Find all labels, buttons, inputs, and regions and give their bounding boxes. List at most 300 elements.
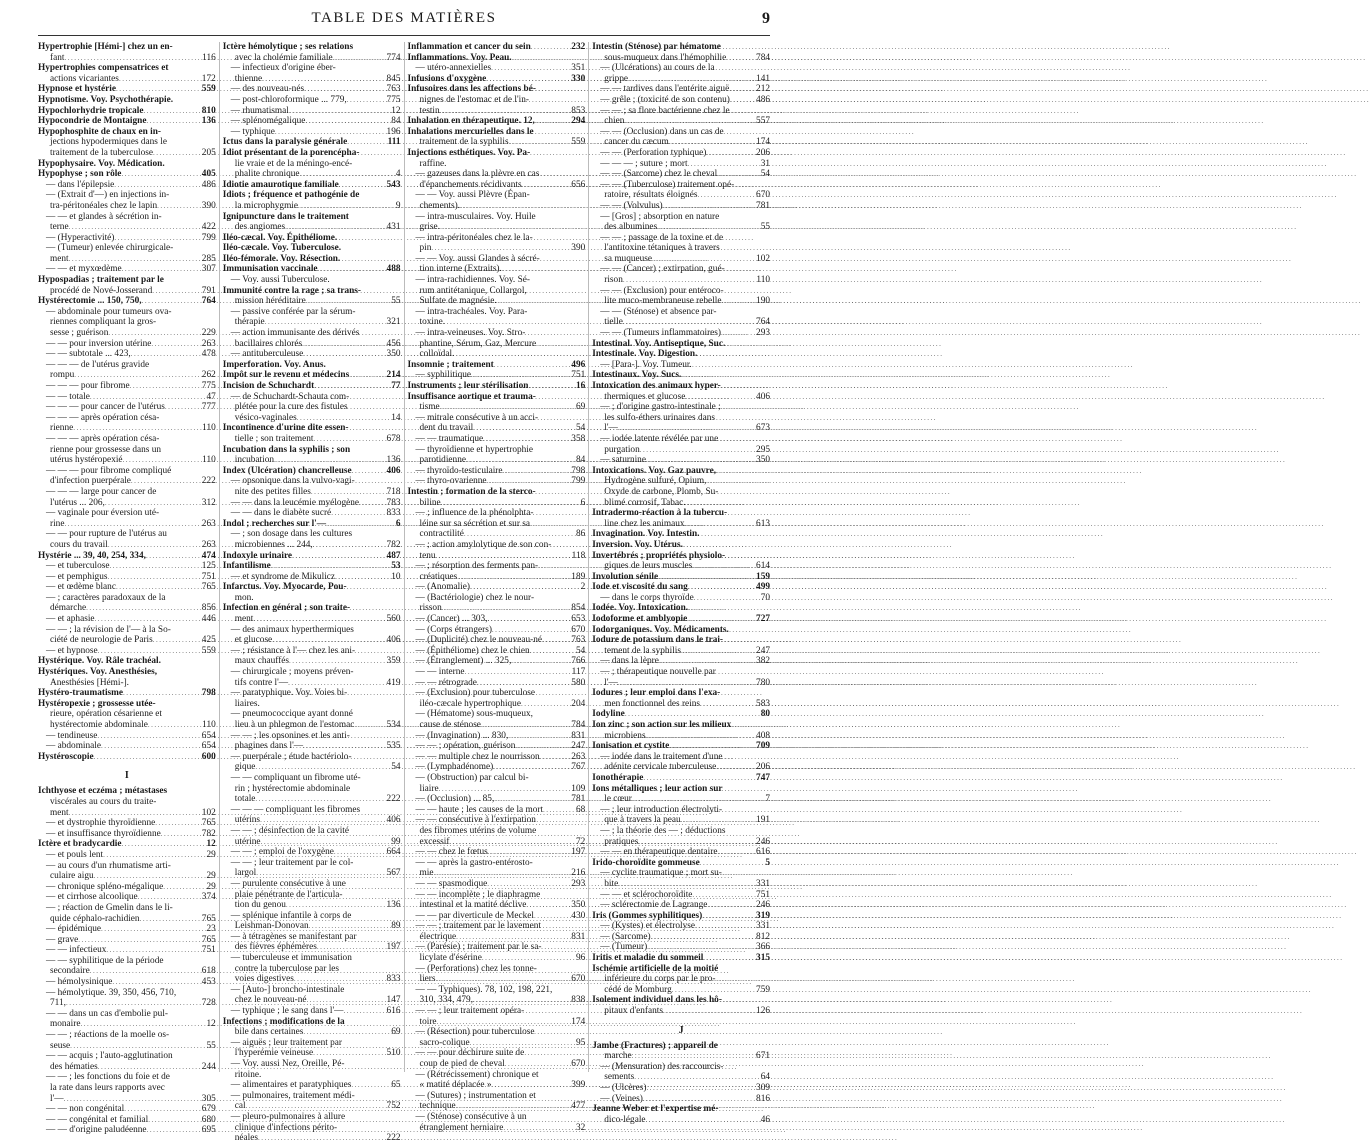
index-entry: [223, 95, 401, 106]
entry-text: rienne: [50, 423, 74, 434]
entry-text: — (Rétrécissement) chronique et: [415, 1069, 539, 1080]
dot-leader: [488, 847, 570, 858]
entry-text: Iritis et maladie du sommeil: [592, 953, 704, 964]
index-entry: [408, 275, 586, 286]
dot-leader: [466, 455, 574, 466]
entry-page-ref: 95: [575, 1037, 586, 1048]
entry-text: Invagination. Voy. Intestin.: [592, 529, 700, 540]
entry-page-ref: 206: [756, 762, 770, 773]
index-entry: [223, 529, 401, 540]
index-entry: [223, 699, 401, 710]
index-entry: [592, 392, 770, 403]
index-entry: [223, 254, 401, 265]
index-entry: [592, 551, 770, 562]
entry-page-ref: 262: [201, 370, 216, 381]
index-entry: [223, 942, 401, 953]
entry-page-ref: 799: [201, 232, 216, 243]
entry-text: Iodorganiques. Voy. Médicaments.: [592, 624, 729, 635]
entry-text: — — (Cancer) ; extirpation, gué-: [600, 264, 725, 275]
index-entry: [223, 773, 401, 784]
index-entry: [408, 1112, 586, 1123]
dot-leader: [465, 667, 570, 678]
entry-text: — — et myxœdème: [46, 264, 122, 275]
index-entry: [408, 752, 586, 763]
entry-text: — chirurgicale ; moyens préven-: [230, 667, 354, 678]
entry-page-ref: 312: [201, 497, 216, 508]
index-entry: [592, 339, 770, 350]
entry-text: chez le nouveau-né: [234, 995, 307, 1006]
index-entry: [38, 914, 216, 925]
index-entry: [38, 603, 216, 614]
index-entry: [38, 1072, 216, 1083]
index-entry: [592, 212, 770, 223]
index-entry: [408, 1101, 586, 1112]
index-entry: [223, 614, 401, 625]
dot-leader: [131, 349, 200, 360]
dot-leader: [318, 264, 385, 275]
entry-page-ref: 244: [201, 1061, 216, 1072]
index-entry: [408, 561, 586, 572]
dot-leader: [491, 63, 569, 74]
entry-text: Iléo-fémorale. Voy. Résection.: [222, 253, 341, 264]
entry-text: — (Invagination) ... 830,: [415, 730, 509, 741]
entry-text: tra-péritonéales chez le lapin: [50, 200, 158, 211]
index-column-1: [38, 42, 216, 1136]
entry-page-ref: 307: [201, 264, 216, 275]
index-entry: [38, 63, 216, 74]
index-entry: [38, 1062, 216, 1073]
entry-page-ref: 366: [756, 942, 770, 953]
entry-page-ref: 782: [201, 828, 216, 839]
entry-page-ref: 293: [571, 878, 586, 889]
entry-text: — thyroïdienne et hypertrophie: [415, 444, 533, 455]
index-entry: [592, 656, 770, 667]
dot-leader: [441, 498, 579, 509]
entry-page-ref: 751: [201, 945, 216, 956]
entry-text: liaires.: [234, 698, 260, 709]
entry-page-ref: 23: [206, 924, 216, 935]
index-entry: [223, 434, 401, 445]
dot-leader: [672, 985, 754, 996]
entry-text: tion interne (Extraits).: [419, 264, 502, 275]
entry-text: — abdominale pour tumeurs ova-: [46, 306, 172, 317]
entry-text: ment: [50, 807, 69, 818]
index-entry: [408, 794, 586, 805]
entry-text: — — congénital et familial: [46, 1114, 149, 1125]
entry-text: Hystérique. Voy. Râle trachéal.: [38, 656, 161, 667]
entry-page-ref: 374: [201, 892, 216, 903]
index-entry: [408, 529, 586, 540]
entry-page-ref: 765: [201, 913, 216, 924]
entry-page-ref: 31: [760, 158, 770, 169]
section-letter-heading: I: [124, 770, 129, 782]
index-entry: [408, 1059, 586, 1070]
index-entry: [592, 635, 770, 646]
entry-page-ref: 567: [386, 868, 401, 879]
entry-text: — — ; sa flore bactérienne chez le: [600, 105, 730, 116]
entry-text: Injections esthétiques. Voy. Pa-: [407, 147, 531, 158]
running-title: TABLE DES MATIÈRES: [311, 10, 497, 26]
entry-text: Hypertrophies compensatrices et: [38, 63, 169, 74]
index-entry: [592, 900, 770, 911]
index-entry: [408, 635, 586, 646]
index-entry: [408, 900, 586, 911]
index-entry: [38, 646, 216, 657]
entry-page-ref: 196: [386, 126, 401, 137]
entry-page-ref: 189: [571, 571, 586, 582]
index-entry: [223, 508, 401, 519]
entry-text: Ion zinc ; son action sur les milieux: [592, 720, 732, 730]
header-rule: [38, 35, 770, 36]
entry-page-ref: 747: [756, 772, 770, 783]
index-entry: [38, 498, 216, 509]
entry-page-ref: 69: [575, 402, 586, 413]
dot-leader: [351, 1080, 389, 1091]
entry-page-ref: 419: [386, 677, 401, 688]
entry-text: — — (Occlusion) dans un cas de: [600, 126, 724, 137]
dot-leader: [80, 1019, 204, 1030]
entry-text: — intra-musculaires. Voy. Huile: [415, 211, 536, 222]
index-entry: [223, 307, 401, 318]
index-entry: [38, 466, 216, 477]
entry-text: Hypophyse ; son rôle: [38, 169, 122, 180]
entry-text: sements: [604, 1072, 635, 1083]
entry-text: cédé de Momburg: [604, 984, 672, 995]
index-entry: [223, 890, 401, 901]
entry-page-ref: 775: [386, 94, 401, 105]
entry-text: que à travers la peau: [604, 815, 681, 826]
entry-page-ref: 854: [571, 603, 586, 614]
entry-page-ref: 656: [571, 179, 586, 190]
entry-text: l'utérus ... 206,: [50, 497, 105, 508]
entry-text: — — ; emploi de l'oxygène: [230, 847, 334, 858]
entry-text: Ichthyose et eczéma ; métastases: [38, 786, 168, 797]
entry-text: bile dans certaines: [234, 1027, 304, 1038]
index-entry: [223, 222, 401, 233]
index-entry: [592, 466, 770, 477]
entry-text: — (Sutures) ; instrumentation et: [415, 1090, 536, 1101]
entry-text: — passive conférée par la sérum-: [230, 306, 356, 317]
dot-leader: [302, 339, 384, 350]
index-entry: [408, 74, 586, 85]
entry-text: procédé de Nové-Josserand: [50, 285, 153, 296]
index-entry: [408, 688, 586, 699]
dot-leader: [64, 519, 199, 530]
dot-leader: [90, 966, 200, 977]
dot-leader: [647, 942, 754, 953]
index-entry: [223, 1101, 401, 1112]
entry-text: — — (Tuberculose) traitement opé-: [600, 179, 735, 190]
index-entry: [38, 924, 216, 935]
dot-leader: [124, 1104, 200, 1115]
entry-text: mie: [419, 868, 434, 879]
entry-page-ref: 212: [756, 84, 770, 95]
index-entry: [38, 966, 216, 977]
dot-leader: [146, 116, 199, 127]
dot-leader: [116, 582, 200, 593]
index-entry: [408, 212, 586, 223]
index-entry: [408, 498, 586, 509]
index-entry: [592, 434, 770, 445]
index-entry: [408, 455, 586, 466]
index-entry: [592, 784, 770, 795]
entry-text: ment: [50, 253, 69, 264]
dot-leader: [643, 1094, 754, 1105]
entry-text: terne: [50, 222, 69, 233]
entry-text: — — (Volvulus): [600, 200, 663, 211]
entry-text: Hystériques. Voy. Anesthésies,: [38, 667, 158, 678]
index-entry: [592, 42, 770, 53]
index-entry: [408, 1017, 586, 1028]
entry-text: Involution sénile: [592, 571, 659, 582]
entry-text: — — — compliquant les fibromes: [230, 804, 361, 815]
entry-page-ref: 431: [386, 222, 401, 233]
index-entry: [38, 688, 216, 699]
index-entry: [223, 201, 401, 212]
entry-page-ref: 728: [201, 998, 216, 1009]
index-entry: [223, 498, 401, 509]
entry-text: rompu: [50, 370, 75, 381]
entry-text: — antituberculeuse: [230, 349, 304, 360]
index-entry: [592, 519, 770, 530]
entry-text: — — et sclérochoroïdite: [600, 889, 693, 900]
index-entry: [592, 307, 770, 318]
entry-text: sous-muqueux dans l'hémophilie: [604, 52, 727, 63]
index-entry: [408, 921, 586, 932]
entry-text: — — consécutive à l'extirpation: [415, 815, 536, 826]
entry-page-ref: 456: [386, 338, 401, 349]
entry-text: — — ; la révision de l'— à la So-: [46, 624, 171, 635]
dot-leader: [511, 656, 569, 667]
entry-text: — rhumatismal: [230, 105, 289, 116]
index-entry: [408, 53, 586, 64]
entry-text: — iodée latente révélée par une: [600, 433, 719, 444]
index-entry: [592, 1115, 770, 1126]
dot-leader: [94, 871, 205, 882]
dot-leader: [508, 731, 569, 742]
entry-page-ref: 110: [202, 720, 216, 730]
dot-leader: [114, 233, 199, 244]
entry-text: — (Tumeur): [600, 942, 648, 953]
entry-text: — — Typhiques). 78, 102, 198, 221,: [415, 984, 553, 995]
dot-leader: [442, 603, 570, 614]
index-entry: [223, 328, 401, 339]
entry-text: — — haute ; les causes de la mort: [415, 804, 544, 815]
entry-text: biline: [419, 497, 441, 508]
entry-page-ref: 695: [201, 1125, 216, 1136]
entry-text: intestinal et la matité déclive: [419, 900, 527, 911]
entry-text: — intra-rachidiennes. Voy. Sé-: [415, 275, 530, 286]
index-entry: [408, 519, 586, 530]
entry-text: voies digestives: [234, 974, 294, 985]
dot-leader: [542, 635, 569, 646]
entry-page-ref: 358: [571, 433, 586, 444]
index-entry: [592, 890, 770, 901]
entry-page-ref: 69: [391, 1027, 401, 1038]
index-entry: [223, 815, 401, 826]
index-entry: [38, 797, 216, 808]
entry-page-ref: 190: [756, 296, 770, 307]
index-entry: [408, 762, 586, 773]
entry-text: Hystérectomie ... 150, 750,: [38, 296, 142, 307]
index-entry: [38, 1125, 216, 1136]
index-entry: [223, 879, 401, 890]
dot-leader: [86, 603, 200, 614]
entry-text: — — pour rupture de l'utérus au: [46, 529, 167, 540]
entry-text: Ignipuncture dans le traitement: [222, 211, 349, 222]
entry-page-ref: 709: [756, 741, 770, 752]
entry-page-ref: 54: [760, 169, 770, 180]
index-entry: [408, 222, 586, 233]
entry-text: — ; résorption des ferments pan-: [415, 561, 539, 572]
dot-leader: [333, 53, 385, 64]
dot-leader: [161, 829, 200, 840]
index-entry: [592, 1041, 770, 1052]
entry-page-ref: 764: [756, 317, 770, 328]
entry-text: — (Sarcome): [600, 931, 651, 942]
index-entry: [223, 360, 401, 371]
dot-leader: [69, 222, 200, 233]
index-entry: [592, 815, 770, 826]
index-entry: [38, 786, 216, 797]
index-entry: [223, 635, 401, 646]
dot-leader: [275, 127, 385, 138]
dot-leader: [108, 540, 200, 551]
entry-page-ref: 474: [201, 550, 216, 561]
dot-leader: [646, 455, 754, 466]
dot-leader: [334, 847, 385, 858]
index-entry: [223, 137, 401, 148]
dot-leader: [492, 1080, 570, 1091]
index-entry: [223, 667, 401, 678]
entry-text: technique: [419, 1101, 456, 1112]
entry-text: — ; thérapeutique nouvelle par: [600, 667, 716, 678]
entry-page-ref: 799: [571, 476, 586, 487]
entry-text: — ; leur introduction électrolyti-: [600, 804, 723, 815]
entry-text: démarche: [50, 603, 87, 614]
dot-leader: [528, 381, 574, 392]
dot-leader: [140, 914, 200, 925]
entry-text: — — — de l'utérus gravide: [46, 359, 150, 370]
index-entry: [592, 614, 770, 625]
dot-leader: [717, 847, 754, 858]
dot-leader: [692, 890, 754, 901]
entry-text: l'hyperémie veineuse: [234, 1048, 314, 1059]
dot-leader: [163, 882, 204, 893]
entry-text: thermiques et glucose: [604, 391, 686, 402]
entry-page-ref: 55: [391, 296, 401, 307]
entry-text: — thyroïdo-testiculaire: [415, 465, 503, 476]
entry-text: microbiens: [604, 730, 646, 741]
dot-leader: [94, 752, 200, 763]
index-entry: [38, 1009, 216, 1020]
entry-page-ref: 246: [756, 900, 770, 911]
index-entry: [38, 159, 216, 170]
dot-leader: [105, 498, 200, 509]
entry-page-ref: 89: [391, 921, 401, 932]
entry-text: — — Voy. aussi Glandes à sécré-: [415, 253, 540, 264]
entry-text: — — (Sarcome) chez le cheval: [600, 169, 718, 180]
entry-text: — post-chloroformique ... 779,: [230, 94, 347, 105]
entry-text: Jambe (Fractures) ; appareil de: [592, 1040, 718, 1051]
entry-text: — et œdème blanc: [46, 582, 116, 593]
entry-text: — et pemphigus: [46, 571, 108, 582]
entry-text: Iodyline: [592, 709, 625, 720]
entry-page-ref: 12: [206, 839, 216, 850]
dot-leader: [309, 921, 390, 932]
entry-text: Intestinaux. Voy. Sucs.: [592, 370, 682, 381]
entry-text: — aiguës ; leur traitement par: [230, 1037, 343, 1048]
index-entry: [408, 349, 586, 360]
index-entry: [592, 180, 770, 191]
index-entry: [38, 850, 216, 861]
index-entry: [408, 254, 586, 265]
entry-text: Immunisation vaccinale: [222, 264, 318, 275]
entry-page-ref: 263: [201, 518, 216, 529]
entry-page-ref: 174: [756, 137, 770, 148]
entry-text: giques de leurs muscles: [604, 561, 693, 572]
entry-page-ref: 2: [580, 582, 586, 593]
entry-page-ref: 55: [206, 1040, 216, 1051]
entry-text: toxine.: [419, 317, 446, 328]
entry-text: lite muco-membraneuse rebelle: [604, 296, 722, 307]
dot-leader: [456, 932, 569, 943]
entry-text: — — compliquant un fibrome uté-: [230, 772, 361, 783]
dot-leader: [471, 370, 569, 381]
index-entry: [592, 699, 770, 710]
entry-text: — (Veines): [600, 1093, 643, 1104]
entry-text: — et dystrophie thyroïdienne: [46, 818, 156, 829]
index-entry: [223, 190, 401, 201]
index-entry: [223, 286, 401, 297]
index-entry: [38, 551, 216, 562]
entry-page-ref: 263: [571, 751, 586, 762]
dot-leader: [663, 201, 754, 212]
dot-leader: [526, 900, 569, 911]
dot-leader: [285, 222, 384, 233]
index-entry: [592, 487, 770, 498]
entry-page-ref: 102: [201, 807, 216, 818]
entry-text: — et syndrome de Mikulicz: [230, 571, 336, 582]
entry-text: — (Occlusion) ... 85,: [415, 794, 495, 805]
entry-page-ref: 10: [391, 571, 401, 582]
index-entry: [38, 95, 216, 106]
entry-text: — (Mensuration) des raccourcis-: [600, 1061, 724, 1072]
dot-leader: [347, 137, 385, 148]
entry-page-ref: 670: [571, 624, 586, 635]
dot-leader: [695, 921, 754, 932]
entry-text: — — chez le fœtus: [415, 847, 488, 858]
entry-page-ref: 812: [756, 931, 770, 942]
index-entry: [223, 1133, 401, 1144]
dot-leader: [121, 169, 199, 180]
dot-leader: [729, 84, 754, 95]
entry-page-ref: 425: [201, 635, 216, 646]
dot-leader: [90, 392, 205, 403]
entry-text: — ; réaction de Gmelin dans le li-: [46, 902, 173, 913]
entry-text: — — ; traitement par le lavement: [415, 921, 541, 932]
entry-text: l'—: [604, 677, 618, 688]
dot-leader: [274, 455, 385, 466]
entry-page-ref: 496: [571, 359, 586, 370]
dot-leader: [306, 296, 389, 307]
index-entry: [38, 1019, 216, 1030]
entry-text: Iléo-cæcale. Voy. Tuberculose.: [222, 243, 342, 254]
entry-text: — (Hyperactivité): [46, 232, 115, 243]
index-entry: [592, 805, 770, 816]
index-entry: [408, 137, 586, 148]
index-entry: [38, 529, 216, 540]
